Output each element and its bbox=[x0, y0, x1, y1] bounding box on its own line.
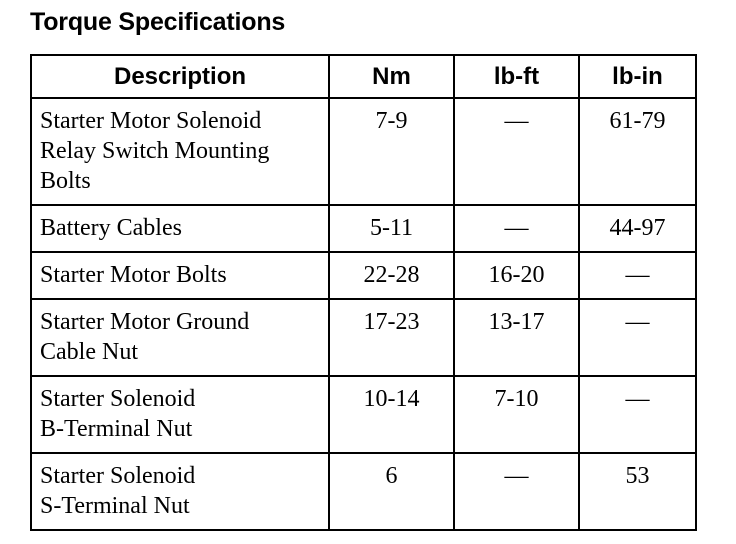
description-cell bbox=[31, 453, 329, 530]
description-line: Relay Switch Mounting bbox=[40, 138, 270, 164]
lb-ft-value-cell: 16-20 bbox=[454, 252, 579, 299]
description-line: Starter Motor Solenoid bbox=[40, 108, 262, 134]
table-row bbox=[31, 98, 696, 205]
description-line: Battery Cables bbox=[40, 215, 182, 241]
table-row bbox=[31, 205, 696, 252]
column-header-lb-ft: lb-ft bbox=[454, 55, 579, 98]
description-cell bbox=[31, 252, 329, 299]
description-line: Starter Motor Ground bbox=[40, 309, 250, 335]
nm-value-cell: 5-11 bbox=[329, 205, 454, 252]
lb-in-value-cell: 44-97 bbox=[579, 205, 696, 252]
lb-ft-value-cell: 13-17 bbox=[454, 299, 579, 376]
description-line: Starter Motor Bolts bbox=[40, 262, 227, 288]
table-row bbox=[31, 376, 696, 453]
lb-in-value-cell: — bbox=[579, 252, 696, 299]
description-line: B-Terminal Nut bbox=[40, 416, 193, 442]
table-row bbox=[31, 299, 696, 376]
description-line: Cable Nut bbox=[40, 339, 138, 365]
description-cell bbox=[31, 205, 329, 252]
column-header-lb-in: lb-in bbox=[579, 55, 696, 98]
lb-in-value-cell: — bbox=[579, 299, 696, 376]
nm-value-cell: 7-9 bbox=[329, 98, 454, 205]
nm-value-cell: 6 bbox=[329, 453, 454, 530]
lb-in-value-cell: 61-79 bbox=[579, 98, 696, 205]
table-header-row bbox=[31, 55, 696, 98]
lb-ft-value-cell: 7-10 bbox=[454, 376, 579, 453]
lb-ft-value-cell: — bbox=[454, 98, 579, 205]
nm-value-cell: 17-23 bbox=[329, 299, 454, 376]
table-row bbox=[31, 252, 696, 299]
description-line: Bolts bbox=[40, 168, 91, 194]
lb-ft-value-cell: — bbox=[454, 453, 579, 530]
description-cell bbox=[31, 299, 329, 376]
description-line: S-Terminal Nut bbox=[40, 493, 190, 519]
torque-spec-table bbox=[30, 54, 697, 531]
nm-value-cell: 10-14 bbox=[329, 376, 454, 453]
table-row bbox=[31, 453, 696, 530]
description-line: Starter Solenoid bbox=[40, 386, 196, 412]
lb-ft-value-cell: — bbox=[454, 205, 579, 252]
description-cell bbox=[31, 98, 329, 205]
lb-in-value-cell: — bbox=[579, 376, 696, 453]
nm-value-cell: 22-28 bbox=[329, 252, 454, 299]
column-header-nm: Nm bbox=[329, 55, 454, 98]
description-cell bbox=[31, 376, 329, 453]
column-header-description: Description bbox=[31, 55, 329, 98]
lb-in-value-cell: 53 bbox=[579, 453, 696, 530]
page-title: Torque Specifications bbox=[30, 8, 286, 36]
description-line: Starter Solenoid bbox=[40, 463, 196, 489]
